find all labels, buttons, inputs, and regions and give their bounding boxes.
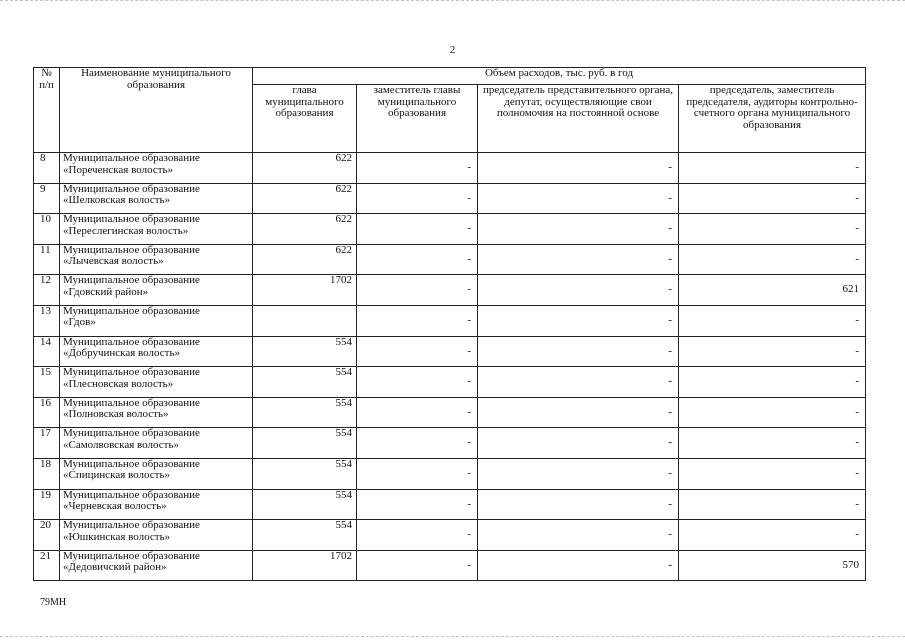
cell-chair: - <box>478 397 679 428</box>
row-name-line2: «Лычевская волость» <box>63 255 164 268</box>
cell-audit: - <box>679 397 866 428</box>
cell-deputy: - <box>357 153 478 184</box>
cell-chair: - <box>478 520 679 551</box>
cell-chair: - <box>478 367 679 398</box>
row-num: 21 <box>34 550 60 581</box>
cell-chair: - <box>478 428 679 459</box>
row-name <box>60 550 253 581</box>
cell-head: 622 <box>253 153 357 184</box>
cell-deputy: - <box>357 336 478 367</box>
row-name <box>60 305 253 336</box>
cell-deputy: - <box>357 305 478 336</box>
cell-head: 554 <box>253 458 357 489</box>
cell-audit: - <box>679 214 866 245</box>
cell-audit: 570 <box>679 550 866 581</box>
row-num: 16 <box>34 397 60 428</box>
cell-deputy: - <box>357 550 478 581</box>
row-name <box>60 336 253 367</box>
header-col3: председатель представительного органа, депутат, осуществляющие свои полномочия на постоянной основе <box>478 85 679 153</box>
row-name <box>60 489 253 520</box>
row-num: 17 <box>34 428 60 459</box>
table-row <box>34 214 866 245</box>
row-name <box>60 458 253 489</box>
cell-chair: - <box>478 244 679 275</box>
cell-audit: - <box>679 305 866 336</box>
cell-chair: - <box>478 183 679 214</box>
cell-chair: - <box>478 550 679 581</box>
row-name-line1: Муниципальное образование <box>63 397 200 409</box>
cell-deputy: - <box>357 275 478 306</box>
cell-deputy: - <box>357 489 478 520</box>
cell-audit: - <box>679 489 866 520</box>
row-name-line2: «Плесновская волость» <box>63 377 174 390</box>
expenses-table <box>33 67 866 581</box>
row-name <box>60 397 253 428</box>
cell-head: 554 <box>253 489 357 520</box>
cell-head: 554 <box>253 367 357 398</box>
table-row <box>34 183 866 214</box>
row-num: 11 <box>34 244 60 275</box>
table-row <box>34 336 866 367</box>
cell-audit: - <box>679 183 866 214</box>
row-name-line1: Муниципальное образование <box>63 305 200 317</box>
cell-head: 622 <box>253 244 357 275</box>
row-num: 9 <box>34 183 60 214</box>
scan-edge-bottom <box>0 632 905 637</box>
row-name-line1: Муниципальное образование <box>63 336 200 348</box>
cell-deputy: - <box>357 520 478 551</box>
cell-deputy: - <box>357 428 478 459</box>
row-name-line2: «Шелковская волость» <box>63 194 171 207</box>
row-num: 8 <box>34 153 60 184</box>
table-row <box>34 305 866 336</box>
cell-head <box>253 305 357 336</box>
cell-audit: - <box>679 458 866 489</box>
row-name <box>60 367 253 398</box>
header-col2: заместитель главы муниципального образования <box>357 85 478 153</box>
cell-deputy: - <box>357 214 478 245</box>
cell-deputy: - <box>357 367 478 398</box>
row-num: 10 <box>34 214 60 245</box>
cell-chair: - <box>478 214 679 245</box>
cell-chair: - <box>478 275 679 306</box>
header-num: № п/п <box>34 68 60 153</box>
table-row <box>34 397 866 428</box>
row-name-line1: Муниципальное образование <box>63 519 200 532</box>
footer-code: 79МН <box>40 597 67 608</box>
row-num: 20 <box>34 520 60 551</box>
cell-chair: - <box>478 458 679 489</box>
cell-deputy: - <box>357 397 478 428</box>
row-num: 12 <box>34 275 60 306</box>
table-row <box>34 520 866 551</box>
table-row <box>34 275 866 306</box>
table-row <box>34 489 866 520</box>
row-name-line1: Муниципальное образование <box>63 183 200 195</box>
table-row <box>34 367 866 398</box>
cell-head: 554 <box>253 336 357 367</box>
cell-head: 1702 <box>253 275 357 306</box>
row-name-line2: «Юшкинская волость» <box>63 530 171 543</box>
cell-chair: - <box>478 153 679 184</box>
table-row <box>34 458 866 489</box>
header-col4: председатель, заместитель председателя, аудиторы контрольно-счетного органа муниципального образования <box>679 85 866 153</box>
row-name <box>60 244 253 275</box>
cell-audit: - <box>679 367 866 398</box>
header-group: Объем расходов, тыс. руб. в год <box>253 68 866 85</box>
row-num: 19 <box>34 489 60 520</box>
table-row <box>34 550 866 581</box>
row-name-line1: Муниципальное образование <box>63 152 200 164</box>
table-row <box>34 428 866 459</box>
row-name-line1: Муниципальное образование <box>63 244 200 256</box>
header-name: Наименование муниципального образования <box>60 68 253 153</box>
row-name <box>60 214 253 245</box>
row-name-line2: «Добручинская волость» <box>63 347 180 360</box>
row-name-line2: «Дедовичский район» <box>63 561 167 574</box>
row-name-line1: Муниципальное образование <box>63 550 200 562</box>
cell-head: 554 <box>253 428 357 459</box>
cell-head: 1702 <box>253 550 357 581</box>
row-name-line2: «Гдовский район» <box>63 285 149 298</box>
cell-audit: - <box>679 336 866 367</box>
row-num: 15 <box>34 367 60 398</box>
row-name-line2: «Пореченская волость» <box>63 163 174 176</box>
cell-chair: - <box>478 305 679 336</box>
cell-audit: - <box>679 153 866 184</box>
row-name-line2: «Спицинская волость» <box>63 469 170 482</box>
cell-head: 554 <box>253 520 357 551</box>
table-row <box>34 244 866 275</box>
row-name-line1: Муниципальное образование <box>63 366 200 379</box>
cell-audit: - <box>679 428 866 459</box>
cell-deputy: - <box>357 244 478 275</box>
table-row <box>34 153 866 184</box>
row-name <box>60 183 253 214</box>
row-name-line1: Муниципальное образование <box>63 458 200 470</box>
row-name-line2: «Переслегинская волость» <box>63 224 189 237</box>
row-num: 18 <box>34 458 60 489</box>
header-row-1 <box>34 68 866 85</box>
cell-audit: - <box>679 244 866 275</box>
row-num: 14 <box>34 336 60 367</box>
row-name-line2: «Черневская волость» <box>63 500 167 513</box>
row-name-line2: «Гдов» <box>63 316 96 329</box>
row-num: 13 <box>34 305 60 336</box>
table-body <box>34 153 866 581</box>
cell-audit: 621 <box>679 275 866 306</box>
row-name <box>60 153 253 184</box>
row-name-line1: Муниципальное образование <box>63 489 200 501</box>
cell-deputy: - <box>357 183 478 214</box>
cell-chair: - <box>478 489 679 520</box>
row-name-line2: «Полновская волость» <box>63 408 169 421</box>
scan-edge-top <box>0 0 905 7</box>
row-name-line2: «Самолвовская волость» <box>63 438 179 451</box>
row-name <box>60 428 253 459</box>
row-name-line1: Муниципальное образование <box>63 213 200 226</box>
row-name <box>60 275 253 306</box>
cell-head: 622 <box>253 183 357 214</box>
cell-chair: - <box>478 336 679 367</box>
page-number: 2 <box>449 44 456 56</box>
cell-head: 554 <box>253 397 357 428</box>
row-name <box>60 520 253 551</box>
cell-deputy: - <box>357 458 478 489</box>
cell-audit: - <box>679 520 866 551</box>
cell-head: 622 <box>253 214 357 245</box>
row-name-line1: Муниципальное образование <box>63 427 200 440</box>
row-name-line1: Муниципальное образование <box>63 274 200 287</box>
header-col1: глава муниципального образования <box>253 85 357 153</box>
